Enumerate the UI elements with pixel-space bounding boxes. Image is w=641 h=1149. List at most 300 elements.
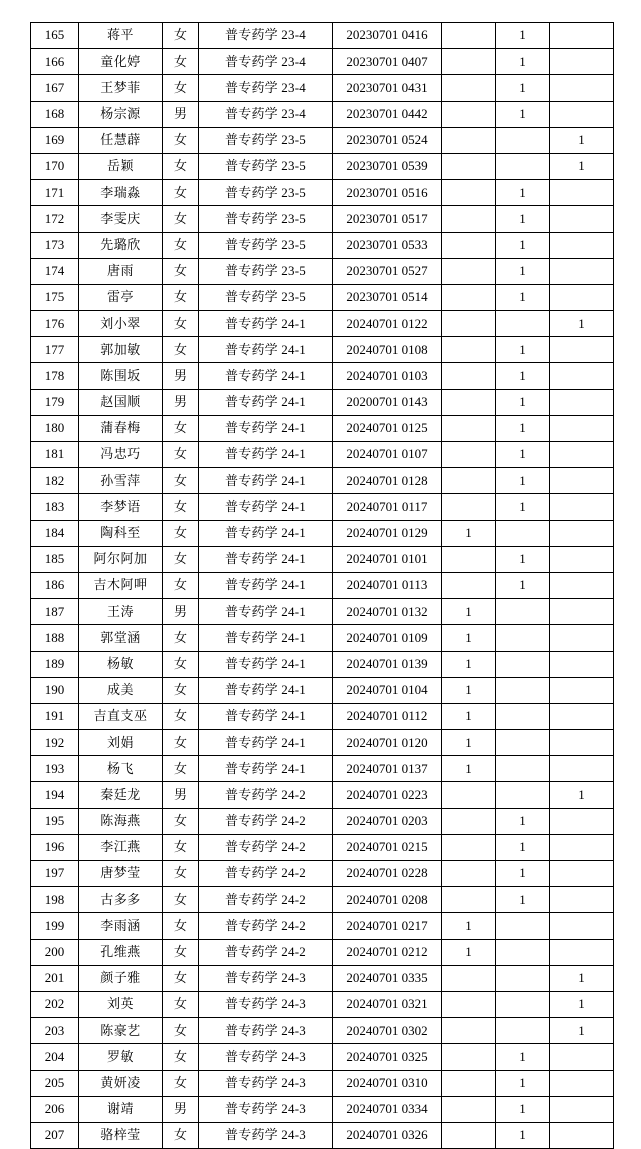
cell-c bbox=[550, 730, 614, 756]
cell-sex: 女 bbox=[163, 1018, 199, 1044]
table-row bbox=[31, 206, 614, 232]
cell-c bbox=[550, 887, 614, 913]
cell-no: 184 bbox=[31, 520, 79, 546]
cell-b: 1 bbox=[496, 1044, 550, 1070]
cell-a: 1 bbox=[442, 625, 496, 651]
cell-b: 1 bbox=[496, 389, 550, 415]
cell-major: 普专药学 24-2 bbox=[199, 913, 333, 939]
cell-no: 187 bbox=[31, 599, 79, 625]
cell-sex: 女 bbox=[163, 703, 199, 729]
cell-no: 182 bbox=[31, 468, 79, 494]
table-row bbox=[31, 782, 614, 808]
cell-b: 1 bbox=[496, 49, 550, 75]
table-row bbox=[31, 363, 614, 389]
cell-name: 颜子雅 bbox=[79, 965, 163, 991]
table-row bbox=[31, 311, 614, 337]
cell-c bbox=[550, 415, 614, 441]
cell-c bbox=[550, 834, 614, 860]
cell-id: 20240701 0104 bbox=[333, 677, 442, 703]
cell-c bbox=[550, 101, 614, 127]
cell-sex: 女 bbox=[163, 415, 199, 441]
cell-major: 普专药学 24-1 bbox=[199, 311, 333, 337]
cell-c bbox=[550, 703, 614, 729]
table-row bbox=[31, 153, 614, 179]
cell-id: 20230701 0539 bbox=[333, 153, 442, 179]
cell-sex: 男 bbox=[163, 101, 199, 127]
cell-major: 普专药学 24-1 bbox=[199, 389, 333, 415]
table-row bbox=[31, 520, 614, 546]
cell-b: 1 bbox=[496, 808, 550, 834]
cell-major: 普专药学 24-1 bbox=[199, 625, 333, 651]
cell-major: 普专药学 24-1 bbox=[199, 703, 333, 729]
cell-a bbox=[442, 127, 496, 153]
cell-no: 172 bbox=[31, 206, 79, 232]
table-row bbox=[31, 965, 614, 991]
cell-id: 20240701 0109 bbox=[333, 625, 442, 651]
cell-id: 20240701 0302 bbox=[333, 1018, 442, 1044]
cell-name: 郭加敏 bbox=[79, 337, 163, 363]
cell-id: 20240701 0103 bbox=[333, 363, 442, 389]
cell-b: 1 bbox=[496, 1070, 550, 1096]
cell-c bbox=[550, 442, 614, 468]
cell-sex: 女 bbox=[163, 180, 199, 206]
cell-sex: 女 bbox=[163, 337, 199, 363]
cell-no: 204 bbox=[31, 1044, 79, 1070]
cell-a bbox=[442, 101, 496, 127]
cell-name: 刘英 bbox=[79, 991, 163, 1017]
cell-no: 207 bbox=[31, 1122, 79, 1148]
cell-major: 普专药学 24-2 bbox=[199, 887, 333, 913]
cell-name: 李雯庆 bbox=[79, 206, 163, 232]
cell-c: 1 bbox=[550, 991, 614, 1017]
cell-b: 1 bbox=[496, 861, 550, 887]
cell-name: 李瑞淼 bbox=[79, 180, 163, 206]
cell-name: 孔维燕 bbox=[79, 939, 163, 965]
cell-b: 1 bbox=[496, 1096, 550, 1122]
cell-sex: 女 bbox=[163, 756, 199, 782]
cell-major: 普专药学 24-1 bbox=[199, 415, 333, 441]
cell-a bbox=[442, 808, 496, 834]
cell-no: 176 bbox=[31, 311, 79, 337]
cell-id: 20240701 0217 bbox=[333, 913, 442, 939]
cell-sex: 女 bbox=[163, 284, 199, 310]
cell-c: 1 bbox=[550, 153, 614, 179]
cell-id: 20230701 0516 bbox=[333, 180, 442, 206]
cell-name: 吉木阿呷 bbox=[79, 572, 163, 598]
cell-no: 173 bbox=[31, 232, 79, 258]
cell-name: 秦廷龙 bbox=[79, 782, 163, 808]
table-row bbox=[31, 625, 614, 651]
cell-id: 20230701 0524 bbox=[333, 127, 442, 153]
cell-id: 20240701 0203 bbox=[333, 808, 442, 834]
table-row bbox=[31, 258, 614, 284]
cell-c bbox=[550, 494, 614, 520]
cell-a bbox=[442, 284, 496, 310]
cell-no: 196 bbox=[31, 834, 79, 860]
table-row bbox=[31, 1070, 614, 1096]
cell-name: 成美 bbox=[79, 677, 163, 703]
table-row bbox=[31, 599, 614, 625]
cell-id: 20240701 0212 bbox=[333, 939, 442, 965]
cell-id: 20240701 0125 bbox=[333, 415, 442, 441]
cell-name: 唐梦莹 bbox=[79, 861, 163, 887]
cell-major: 普专药学 23-5 bbox=[199, 127, 333, 153]
cell-name: 蒲春梅 bbox=[79, 415, 163, 441]
cell-c bbox=[550, 206, 614, 232]
cell-no: 191 bbox=[31, 703, 79, 729]
cell-b: 1 bbox=[496, 206, 550, 232]
cell-major: 普专药学 24-1 bbox=[199, 546, 333, 572]
cell-sex: 女 bbox=[163, 520, 199, 546]
cell-a bbox=[442, 468, 496, 494]
cell-name: 蒋平 bbox=[79, 23, 163, 49]
cell-a bbox=[442, 1070, 496, 1096]
cell-major: 普专药学 24-1 bbox=[199, 442, 333, 468]
table-row bbox=[31, 651, 614, 677]
cell-sex: 女 bbox=[163, 965, 199, 991]
cell-no: 205 bbox=[31, 1070, 79, 1096]
cell-sex: 女 bbox=[163, 258, 199, 284]
cell-name: 罗敏 bbox=[79, 1044, 163, 1070]
cell-name: 谢靖 bbox=[79, 1096, 163, 1122]
cell-major: 普专药学 23-5 bbox=[199, 232, 333, 258]
cell-sex: 女 bbox=[163, 625, 199, 651]
cell-id: 20240701 0223 bbox=[333, 782, 442, 808]
cell-b: 1 bbox=[496, 442, 550, 468]
cell-c bbox=[550, 913, 614, 939]
cell-sex: 女 bbox=[163, 206, 199, 232]
cell-sex: 女 bbox=[163, 939, 199, 965]
cell-no: 180 bbox=[31, 415, 79, 441]
cell-c bbox=[550, 284, 614, 310]
cell-sex: 女 bbox=[163, 808, 199, 834]
cell-c bbox=[550, 468, 614, 494]
cell-a bbox=[442, 965, 496, 991]
cell-a bbox=[442, 180, 496, 206]
cell-id: 20230701 0407 bbox=[333, 49, 442, 75]
cell-major: 普专药学 24-1 bbox=[199, 651, 333, 677]
cell-no: 169 bbox=[31, 127, 79, 153]
cell-name: 骆梓莹 bbox=[79, 1122, 163, 1148]
cell-major: 普专药学 24-1 bbox=[199, 572, 333, 598]
cell-major: 普专药学 23-5 bbox=[199, 206, 333, 232]
table-row bbox=[31, 1096, 614, 1122]
cell-sex: 女 bbox=[163, 23, 199, 49]
cell-id: 20240701 0228 bbox=[333, 861, 442, 887]
table-row bbox=[31, 991, 614, 1017]
cell-sex: 男 bbox=[163, 782, 199, 808]
cell-major: 普专药学 24-1 bbox=[199, 677, 333, 703]
cell-no: 201 bbox=[31, 965, 79, 991]
cell-c bbox=[550, 756, 614, 782]
cell-id: 20240701 0117 bbox=[333, 494, 442, 520]
cell-sex: 男 bbox=[163, 1096, 199, 1122]
cell-b: 1 bbox=[496, 284, 550, 310]
cell-no: 189 bbox=[31, 651, 79, 677]
cell-a: 1 bbox=[442, 703, 496, 729]
cell-major: 普专药学 24-3 bbox=[199, 1070, 333, 1096]
cell-id: 20240701 0112 bbox=[333, 703, 442, 729]
cell-b: 1 bbox=[496, 232, 550, 258]
cell-name: 冯忠巧 bbox=[79, 442, 163, 468]
cell-a bbox=[442, 415, 496, 441]
cell-a bbox=[442, 1096, 496, 1122]
cell-b bbox=[496, 677, 550, 703]
table-row bbox=[31, 546, 614, 572]
cell-a bbox=[442, 206, 496, 232]
cell-no: 188 bbox=[31, 625, 79, 651]
cell-no: 200 bbox=[31, 939, 79, 965]
cell-major: 普专药学 23-4 bbox=[199, 49, 333, 75]
cell-sex: 女 bbox=[163, 834, 199, 860]
cell-c bbox=[550, 258, 614, 284]
cell-name: 雷亭 bbox=[79, 284, 163, 310]
cell-b: 1 bbox=[496, 468, 550, 494]
cell-c: 1 bbox=[550, 1018, 614, 1044]
cell-name: 陈围坂 bbox=[79, 363, 163, 389]
cell-sex: 男 bbox=[163, 599, 199, 625]
cell-sex: 女 bbox=[163, 311, 199, 337]
table-row bbox=[31, 939, 614, 965]
table-row bbox=[31, 887, 614, 913]
cell-sex: 女 bbox=[163, 468, 199, 494]
cell-major: 普专药学 24-1 bbox=[199, 599, 333, 625]
cell-id: 20240701 0208 bbox=[333, 887, 442, 913]
cell-id: 20240701 0129 bbox=[333, 520, 442, 546]
cell-b bbox=[496, 965, 550, 991]
cell-name: 任慧薜 bbox=[79, 127, 163, 153]
cell-c bbox=[550, 49, 614, 75]
cell-c bbox=[550, 939, 614, 965]
cell-a bbox=[442, 49, 496, 75]
cell-name: 陈海燕 bbox=[79, 808, 163, 834]
cell-a bbox=[442, 1044, 496, 1070]
cell-no: 167 bbox=[31, 75, 79, 101]
cell-a bbox=[442, 389, 496, 415]
cell-a: 1 bbox=[442, 599, 496, 625]
cell-b: 1 bbox=[496, 101, 550, 127]
table-row bbox=[31, 677, 614, 703]
cell-name: 阿尔阿加 bbox=[79, 546, 163, 572]
cell-c bbox=[550, 625, 614, 651]
cell-major: 普专药学 24-1 bbox=[199, 494, 333, 520]
cell-name: 刘娟 bbox=[79, 730, 163, 756]
table-row bbox=[31, 1044, 614, 1070]
cell-a: 1 bbox=[442, 939, 496, 965]
cell-b bbox=[496, 782, 550, 808]
cell-b bbox=[496, 939, 550, 965]
cell-id: 20240701 0108 bbox=[333, 337, 442, 363]
cell-no: 177 bbox=[31, 337, 79, 363]
cell-id: 20240701 0334 bbox=[333, 1096, 442, 1122]
cell-major: 普专药学 24-3 bbox=[199, 1122, 333, 1148]
cell-sex: 女 bbox=[163, 651, 199, 677]
cell-c bbox=[550, 75, 614, 101]
table-row bbox=[31, 127, 614, 153]
cell-name: 唐雨 bbox=[79, 258, 163, 284]
table-row bbox=[31, 75, 614, 101]
cell-id: 20240701 0321 bbox=[333, 991, 442, 1017]
cell-name: 吉直支巫 bbox=[79, 703, 163, 729]
table-row bbox=[31, 389, 614, 415]
cell-sex: 女 bbox=[163, 232, 199, 258]
table-row bbox=[31, 415, 614, 441]
table-row bbox=[31, 834, 614, 860]
cell-b: 1 bbox=[496, 834, 550, 860]
cell-id: 20230701 0416 bbox=[333, 23, 442, 49]
cell-id: 20240701 0137 bbox=[333, 756, 442, 782]
cell-major: 普专药学 24-1 bbox=[199, 337, 333, 363]
cell-b bbox=[496, 730, 550, 756]
cell-id: 20240701 0132 bbox=[333, 599, 442, 625]
cell-c bbox=[550, 520, 614, 546]
cell-sex: 女 bbox=[163, 677, 199, 703]
cell-id: 20230701 0533 bbox=[333, 232, 442, 258]
cell-a bbox=[442, 782, 496, 808]
cell-b: 1 bbox=[496, 415, 550, 441]
cell-a bbox=[442, 494, 496, 520]
cell-c bbox=[550, 1122, 614, 1148]
cell-a bbox=[442, 991, 496, 1017]
cell-major: 普专药学 23-4 bbox=[199, 23, 333, 49]
cell-b bbox=[496, 153, 550, 179]
table-row bbox=[31, 913, 614, 939]
cell-sex: 女 bbox=[163, 1044, 199, 1070]
cell-c bbox=[550, 180, 614, 206]
table-row bbox=[31, 49, 614, 75]
cell-major: 普专药学 24-1 bbox=[199, 756, 333, 782]
cell-a: 1 bbox=[442, 651, 496, 677]
cell-no: 195 bbox=[31, 808, 79, 834]
cell-b: 1 bbox=[496, 363, 550, 389]
cell-no: 165 bbox=[31, 23, 79, 49]
cell-no: 171 bbox=[31, 180, 79, 206]
cell-a bbox=[442, 887, 496, 913]
cell-b: 1 bbox=[496, 494, 550, 520]
cell-major: 普专药学 24-3 bbox=[199, 965, 333, 991]
cell-major: 普专药学 24-2 bbox=[199, 939, 333, 965]
cell-a bbox=[442, 311, 496, 337]
cell-major: 普专药学 24-1 bbox=[199, 520, 333, 546]
cell-b bbox=[496, 756, 550, 782]
cell-b: 1 bbox=[496, 1122, 550, 1148]
cell-id: 20200701 0143 bbox=[333, 389, 442, 415]
cell-sex: 女 bbox=[163, 153, 199, 179]
cell-b: 1 bbox=[496, 887, 550, 913]
table-row bbox=[31, 180, 614, 206]
cell-major: 普专药学 23-4 bbox=[199, 101, 333, 127]
cell-sex: 女 bbox=[163, 861, 199, 887]
cell-sex: 女 bbox=[163, 572, 199, 598]
cell-major: 普专药学 24-3 bbox=[199, 1044, 333, 1070]
table-row bbox=[31, 572, 614, 598]
cell-no: 199 bbox=[31, 913, 79, 939]
cell-id: 20240701 0326 bbox=[333, 1122, 442, 1148]
cell-b: 1 bbox=[496, 337, 550, 363]
cell-sex: 女 bbox=[163, 49, 199, 75]
cell-b bbox=[496, 311, 550, 337]
table-row bbox=[31, 703, 614, 729]
cell-sex: 女 bbox=[163, 730, 199, 756]
cell-c: 1 bbox=[550, 782, 614, 808]
cell-name: 岳颖 bbox=[79, 153, 163, 179]
cell-b bbox=[496, 127, 550, 153]
cell-id: 20240701 0335 bbox=[333, 965, 442, 991]
cell-name: 王涛 bbox=[79, 599, 163, 625]
cell-b: 1 bbox=[496, 572, 550, 598]
cell-b bbox=[496, 625, 550, 651]
cell-name: 陈豪艺 bbox=[79, 1018, 163, 1044]
cell-name: 王梦菲 bbox=[79, 75, 163, 101]
cell-c bbox=[550, 23, 614, 49]
table-row bbox=[31, 1122, 614, 1148]
cell-no: 202 bbox=[31, 991, 79, 1017]
cell-c bbox=[550, 599, 614, 625]
cell-c bbox=[550, 1096, 614, 1122]
table-row bbox=[31, 23, 614, 49]
cell-a: 1 bbox=[442, 730, 496, 756]
cell-major: 普专药学 24-3 bbox=[199, 1096, 333, 1122]
cell-id: 20230701 0514 bbox=[333, 284, 442, 310]
cell-a bbox=[442, 861, 496, 887]
cell-name: 杨宗源 bbox=[79, 101, 163, 127]
cell-no: 183 bbox=[31, 494, 79, 520]
cell-b bbox=[496, 520, 550, 546]
cell-id: 20240701 0139 bbox=[333, 651, 442, 677]
cell-a bbox=[442, 75, 496, 101]
cell-id: 20240701 0128 bbox=[333, 468, 442, 494]
cell-sex: 女 bbox=[163, 1122, 199, 1148]
cell-id: 20240701 0120 bbox=[333, 730, 442, 756]
cell-c: 1 bbox=[550, 127, 614, 153]
cell-sex: 女 bbox=[163, 991, 199, 1017]
cell-a bbox=[442, 258, 496, 284]
table-row bbox=[31, 1018, 614, 1044]
cell-b: 1 bbox=[496, 180, 550, 206]
cell-b bbox=[496, 599, 550, 625]
table-row bbox=[31, 808, 614, 834]
cell-id: 20240701 0215 bbox=[333, 834, 442, 860]
cell-c bbox=[550, 861, 614, 887]
cell-major: 普专药学 24-2 bbox=[199, 834, 333, 860]
cell-c bbox=[550, 808, 614, 834]
cell-b: 1 bbox=[496, 546, 550, 572]
cell-no: 170 bbox=[31, 153, 79, 179]
cell-major: 普专药学 23-5 bbox=[199, 180, 333, 206]
cell-no: 175 bbox=[31, 284, 79, 310]
cell-c bbox=[550, 651, 614, 677]
cell-major: 普专药学 24-2 bbox=[199, 808, 333, 834]
cell-sex: 男 bbox=[163, 363, 199, 389]
cell-a bbox=[442, 363, 496, 389]
cell-a: 1 bbox=[442, 677, 496, 703]
cell-a bbox=[442, 546, 496, 572]
cell-id: 20230701 0527 bbox=[333, 258, 442, 284]
cell-major: 普专药学 23-5 bbox=[199, 284, 333, 310]
cell-no: 181 bbox=[31, 442, 79, 468]
cell-no: 197 bbox=[31, 861, 79, 887]
cell-a: 1 bbox=[442, 756, 496, 782]
table-row bbox=[31, 337, 614, 363]
cell-a bbox=[442, 1122, 496, 1148]
cell-major: 普专药学 24-3 bbox=[199, 1018, 333, 1044]
cell-no: 194 bbox=[31, 782, 79, 808]
cell-name: 赵国顺 bbox=[79, 389, 163, 415]
cell-id: 20240701 0122 bbox=[333, 311, 442, 337]
cell-no: 179 bbox=[31, 389, 79, 415]
cell-b bbox=[496, 991, 550, 1017]
cell-major: 普专药学 24-1 bbox=[199, 363, 333, 389]
